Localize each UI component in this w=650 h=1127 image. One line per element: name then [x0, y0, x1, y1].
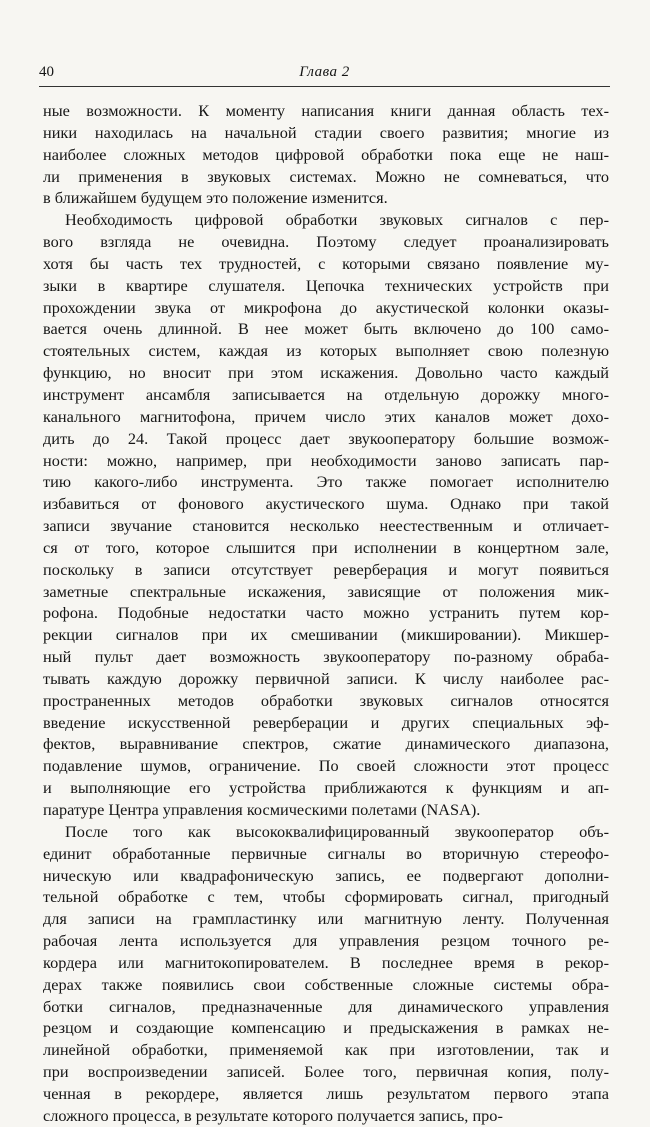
text-line: вого взгляда не очевидна. Поэтому следует проанализировать: [43, 232, 609, 252]
text-line: введение искусственной реверберации и других специальных эф-: [43, 712, 609, 732]
text-line: канального магнитофона, причем число этих каналов может дохо-: [43, 406, 609, 426]
text-line: при воспроизведении записей. Более того, первичная копия, полу-: [43, 1062, 609, 1082]
text-line: тию какого-либо инструмента. Это также помогает исполнителю: [43, 472, 609, 492]
text-line: функцию, но вносит при этом искажения. Довольно часто каждый: [43, 363, 609, 383]
text-line: дить до 24. Такой процесс дает звукооператору большие возмож-: [43, 428, 609, 448]
text-line: ности: можно, например, при необходимости заново записать пар-: [43, 450, 609, 470]
text-line: избавиться от фонового акустического шума. Однако при такой: [43, 494, 609, 514]
text-line: и выполняющие его устройства приближаются к функциям и ап-: [43, 778, 609, 798]
text-line: ся от того, которое слышится при исполнении в концертном зале,: [43, 537, 609, 557]
text-line: ные возможности. К моменту написания книги данная область тех-: [43, 101, 609, 120]
text-line: записи звучание становится несколько неестественным и отличает-: [43, 516, 609, 536]
text-line: рофона. Подобные недостатки часто можно устранить путем кор-: [43, 603, 609, 623]
text-line: фектов, выравнивание спектров, сжатие динамического диапазона,: [43, 734, 609, 754]
text-line: ли применения в звуковых системах. Можно не сомневаться, что: [43, 166, 609, 186]
text-line: После того как высококвалифицированный звукооператор объ-: [65, 821, 609, 841]
text-line: в ближайшем будущем это положение изменится.: [43, 188, 388, 208]
text-line: прохождении звука от микрофона до акустической колонки оказы-: [43, 297, 609, 317]
page-number: 40: [39, 64, 54, 80]
text-line: инструмент ансамбля записывается на отдельную дорожку много-: [43, 384, 609, 404]
text-line: дерах также появились свои собственные сложные системы обра-: [43, 974, 609, 994]
text-line: ботки сигналов, предназначенные для динамического управления: [43, 996, 609, 1016]
text-line: стоятельных систем, каждая из которых выполняет свою полезную: [43, 341, 609, 361]
text-line: Необходимость цифровой обработки звуковых сигналов с пер-: [65, 210, 609, 230]
text-line: тельной обработке с тем, чтобы сформировать сигнал, пригодный: [43, 887, 609, 907]
text-line: рабочая лента используется для управления резцом точного ре-: [43, 931, 609, 951]
paragraph: [43, 100, 609, 209]
text-line: наиболее сложных методов цифровой обработки пока еще не наш-: [43, 144, 609, 164]
text-line: резцом и создающие компенсацию и предыскажения в рамках не-: [43, 1018, 609, 1038]
text-line: пространенных методов обработки звуковых сигналов относятся: [43, 690, 609, 710]
text-line: сложного процесса, в результате которого получается запись, про-: [43, 1105, 503, 1125]
paragraph: [43, 209, 609, 821]
paragraph: [43, 821, 609, 1127]
text-line: хотя бы часть тех трудностей, с которыми связано появление му-: [43, 253, 609, 273]
text-line: для записи на грампластинку или магнитную ленту. Полученная: [43, 909, 609, 929]
text-line: зыки в квартире слушателя. Цепочка технических устройств при: [43, 275, 609, 295]
text-line: ники находилась на начальной стадии своего развития; многие из: [43, 122, 609, 142]
text-line: заметные спектральные искажения, зависящие от положения мик-: [43, 581, 609, 601]
text-line: ченная в рекордере, является лишь результатом первого этапа: [43, 1083, 609, 1103]
text-line: поскольку в записи отсутствует реверберация и могут появиться: [43, 559, 609, 579]
text-line: паратуре Центра управления космическими полетами (NASA).: [43, 800, 481, 819]
text-line: подавление шумов, ограничение. По своей сложности этот процесс: [43, 756, 609, 776]
text-line: линейной обработки, применяемой как при изготовлении, так и: [43, 1040, 609, 1060]
text-line: рекции сигналов при их смешивании (микшировании). Микшер-: [43, 625, 609, 645]
page-header: [39, 64, 610, 87]
text-line: вается очень длинной. В нее может быть включено до 100 само-: [43, 319, 609, 339]
body-text: [43, 100, 609, 1127]
running-head: Глава 2: [299, 64, 350, 80]
text-line: единит обработанные первичные сигналы во вторичную стереофо-: [43, 843, 609, 863]
text-line: ническую или квадрафоническую запись, ее подвергают дополни-: [43, 865, 609, 885]
text-line: тывать каждую дорожку первичной записи. К числу наиболее рас-: [43, 668, 609, 688]
text-line: кордера или магнитокопирователем. В последнее время в рекор-: [43, 952, 609, 972]
text-line: ный пульт дает возможность звукооператору по-разному обраба-: [43, 647, 609, 667]
